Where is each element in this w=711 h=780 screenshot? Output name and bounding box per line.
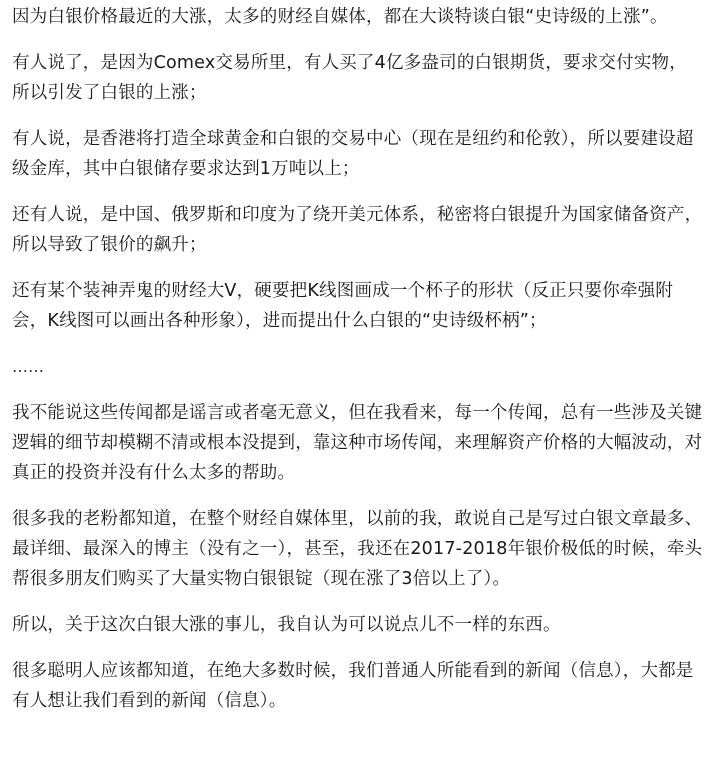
paragraph-7: 我不能说这些传闻都是谣言或者毫无意义，但在我看来，每一个传闻，总有一些涉及关键逻辑的细节却模糊不清或根本没提到，靠这种市场传闻，来理解资产价格的大幅波动，对真正的投资并没有什么太多的帮助。 xyxy=(12,403,703,483)
paragraph-10: 很多聪明人应该都知道，在绝大多数时候，我们普通人所能看到的新闻（信息），大都是有人想让我们看到的新闻（信息）。 xyxy=(12,661,694,711)
article-body xyxy=(12,0,704,732)
paragraph-9: 所以，关于这次白银大涨的事儿，我自认为可以说点儿不一样的东西。 xyxy=(12,615,561,635)
paragraph-8: 很多我的老粉都知道，在整个财经自媒体里，以前的我，敢说自己是写过白银文章最多、最详细、最深入的博主（没有之一），甚至，我还在2017-2018年银价极低的时候，牵头帮很多朋友们购买了大量实物白银银锭（现在涨了3倍以上了）。 xyxy=(12,509,703,589)
paragraph-3: 有人说，是香港将打造全球黄金和白银的交易中心（现在是纽约和伦敦），所以要建设超级金库，其中白银储存要求达到1万吨以上； xyxy=(12,129,694,179)
paragraph-4: 还有人说，是中国、俄罗斯和印度为了绕开美元体系，秘密将白银提升为国家储备资产，所以导致了银价的飙升； xyxy=(12,205,703,255)
paragraph-1: 因为白银价格最近的大涨，太多的财经自媒体，都在大谈特谈白银“史诗级的上涨”。 xyxy=(12,7,668,27)
paragraph-5: 还有某个装神弄鬼的财经大V，硬要把K线图画成一个杯子的形状（反正只要你牵强附会，K线图可以画出各种形象），进而提出什么白银的“史诗级杯柄”； xyxy=(12,281,674,331)
ellipsis-paragraph: …… xyxy=(12,357,44,376)
paragraph-2: 有人说了，是因为Comex交易所里，有人买了4亿多盎司的白银期货，要求交付实物，所以引发了白银的上涨； xyxy=(12,53,687,103)
